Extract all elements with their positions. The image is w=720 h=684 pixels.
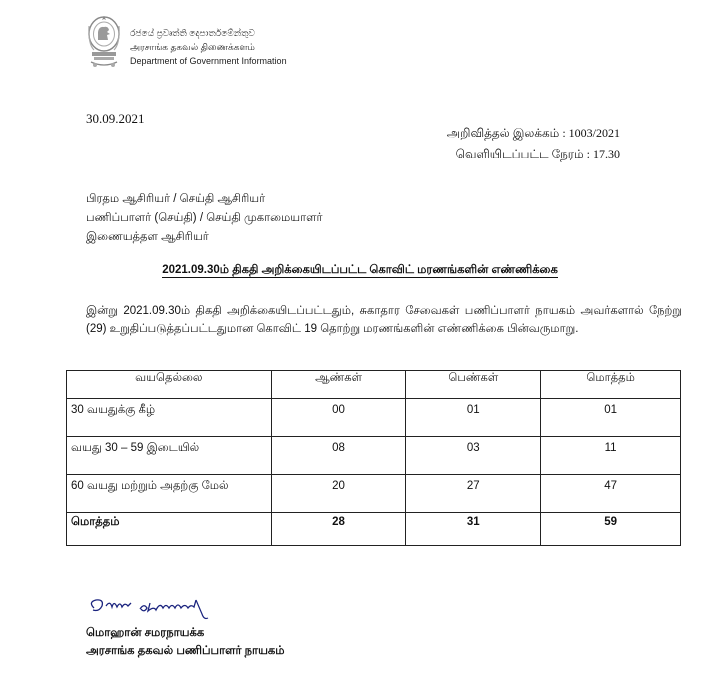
table-total-row [67, 513, 681, 546]
heading-text: 2021.09.30ம் திகதி அறிக்கையிடப்பட்ட கொவிட் மரணங்களின் எண்ணிக்கை [162, 264, 558, 276]
total-cell: 47 [541, 475, 681, 513]
recipient-line: பணிப்பாளர் (செய்தி) / செய்தி முகாமையாளர் [86, 212, 323, 224]
header-female: பெண்கள் [406, 371, 541, 399]
release-time: வெளியிடப்பட்ட நேரம் : 17.30 [455, 147, 620, 161]
male-cell: 20 [271, 475, 406, 513]
recipient-line: பிரதம ஆசிரியர் / செய்தி ஆசிரியர் [86, 193, 266, 205]
document-heading [0, 264, 720, 278]
table-row [67, 437, 681, 475]
header-total: மொத்தம் [541, 371, 681, 399]
body-paragraph: இன்று 2021.09.30ம் திகதி அறிக்கையிடப்பட்டதும், சுகாதார சேவைகள் பணிப்பாளர் நாயகம் அவர்களால் நேற்று (29) உறுதிப்படுத்தப்பட்டதுமான கொவிட் 19 தொற்று மரணங்களின் எண்ணிக்கை பின்வருமாறு. [86, 305, 682, 335]
age-range-cell: 30 வயதுக்கு கீழ் [67, 399, 272, 437]
dept-name-english: Department of Government Information [130, 56, 287, 66]
signer-name: மொஹான் சமரநாயக்க [86, 627, 205, 639]
sri-lanka-emblem-icon [86, 14, 122, 72]
age-range-cell: 60 வயது மற்றும் அதற்கு மேல் [67, 475, 272, 513]
header-male: ஆண்கள் [271, 371, 406, 399]
recipient-line: இணையத்தள ஆசிரியர் [86, 231, 209, 243]
female-cell: 01 [406, 399, 541, 437]
female-cell: 03 [406, 437, 541, 475]
total-label-cell: மொத்தம் [67, 513, 272, 546]
table-row [67, 399, 681, 437]
female-cell: 27 [406, 475, 541, 513]
signature-icon [84, 594, 254, 626]
header-age-range: வயதெல்லை [67, 371, 272, 399]
total-cell: 01 [541, 399, 681, 437]
male-cell: 08 [271, 437, 406, 475]
male-total-cell: 28 [271, 513, 406, 546]
signer-title: அரசாங்க தகவல் பணிப்பாளர் நாயகம் [86, 645, 285, 657]
table-header-row [67, 371, 681, 399]
dept-name-tamil: அரசாங்க தகவல் திணைக்களம் [130, 42, 255, 52]
table-row [67, 475, 681, 513]
release-date: 30.09.2021 [86, 111, 145, 126]
male-cell: 00 [271, 399, 406, 437]
release-number: அறிவித்தல் இலக்கம் : 1003/2021 [446, 126, 620, 140]
female-total-cell: 31 [406, 513, 541, 546]
deaths-table [66, 370, 681, 546]
dept-name-sinhala: රජයේ ප්‍රවෘත්ති දෙපාර්තමේන්තුව [130, 28, 255, 38]
grand-total-cell: 59 [541, 513, 681, 546]
age-range-cell: வயது 30 – 59 இடையில் [67, 437, 272, 475]
total-cell: 11 [541, 437, 681, 475]
